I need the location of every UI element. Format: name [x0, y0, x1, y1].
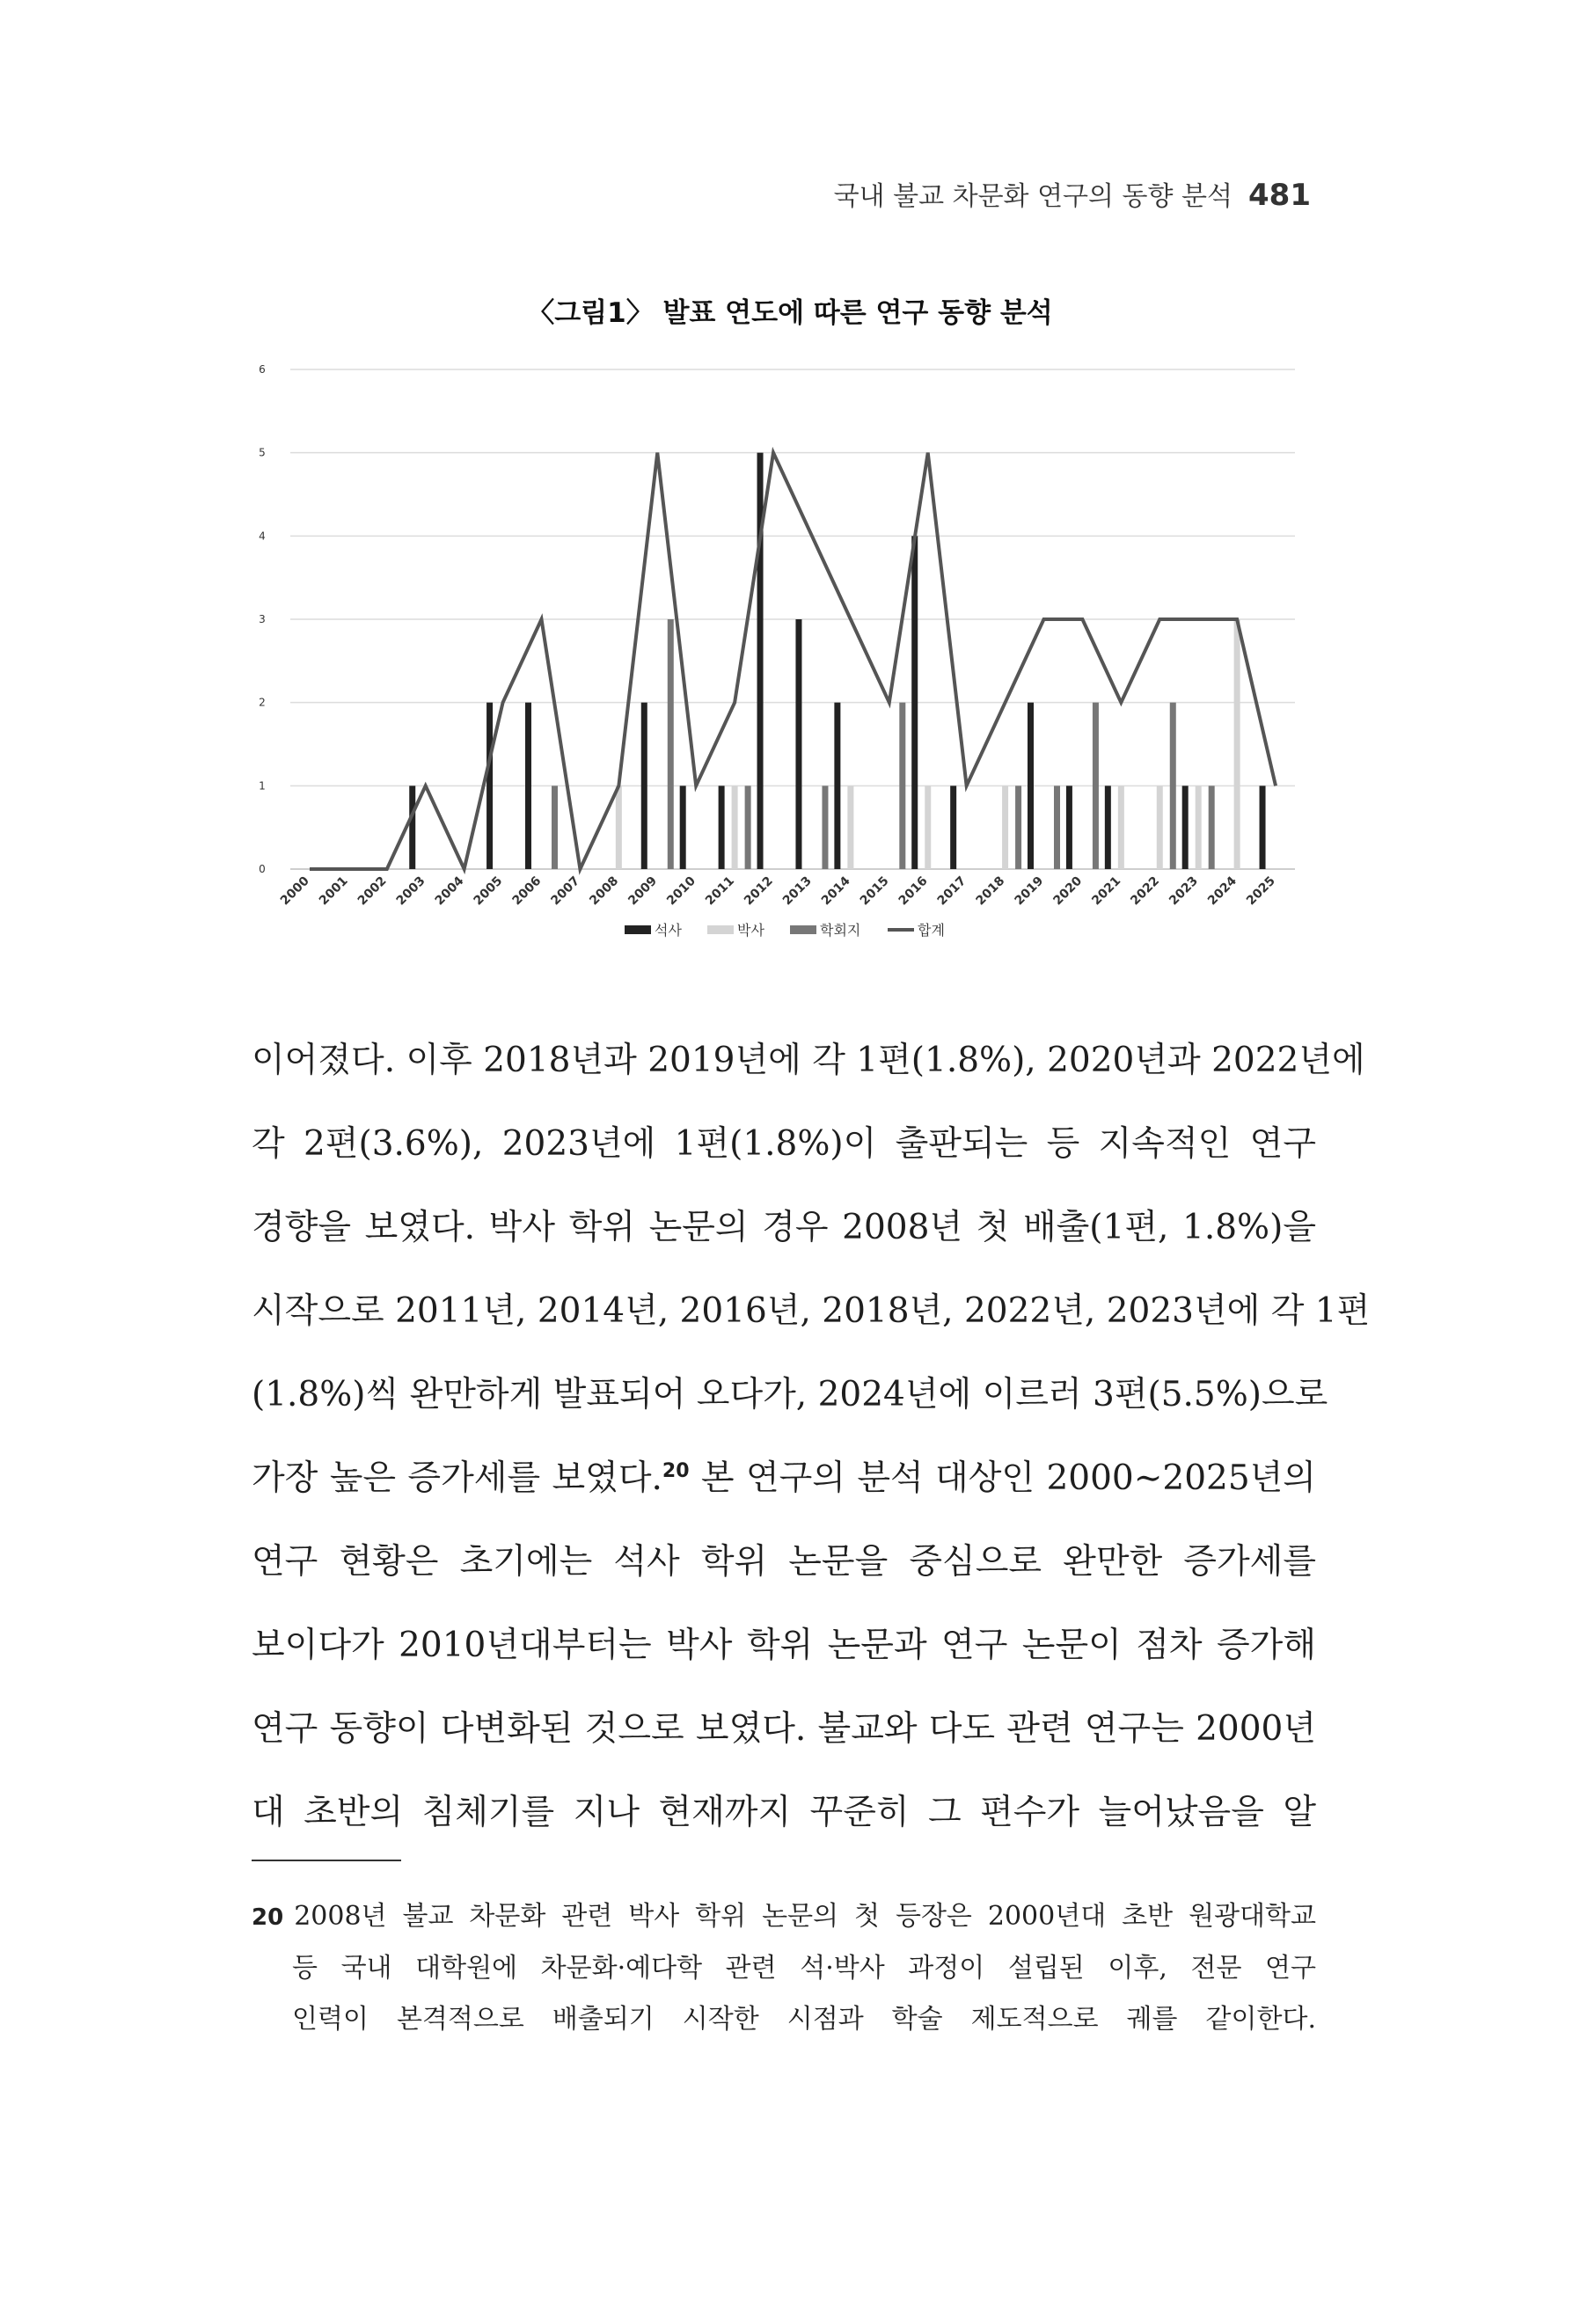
x-tick-label: 2020 — [1050, 873, 1086, 909]
footnote-text: 2008년 불교 차문화 관련 박사 학위 논문의 첫 등장은 2000년대 초반 원광대학교 — [294, 1901, 1316, 1932]
bar-석사 — [719, 786, 725, 869]
bar-석사 — [409, 786, 415, 869]
bar-박사 — [732, 786, 738, 869]
bar-학회지 — [668, 619, 674, 869]
bar-박사 — [925, 786, 931, 869]
body-line-with-footnote — [252, 1436, 1316, 1520]
body-line: 이어졌다. 이후 2018년과 2019년에 각 1편(1.8%), 2020년과 2022년에 — [252, 1041, 1365, 1080]
running-head — [834, 174, 1311, 213]
x-tick-label: 2011 — [703, 873, 737, 909]
x-tick-label: 2022 — [1128, 873, 1163, 909]
body-line: 시작으로 2011년, 2014년, 2016년, 2018년, 2022년, 2023년에 각 1편 — [252, 1291, 1371, 1331]
y-tick-label: 3 — [259, 613, 266, 625]
bar-line-chart — [238, 352, 1328, 959]
bar-석사 — [525, 703, 531, 869]
body-paragraph — [252, 1019, 1371, 1854]
x-tick-label: 2000 — [277, 873, 312, 909]
x-tick-label: 2001 — [316, 873, 351, 909]
x-tick-label: 2004 — [432, 873, 467, 909]
legend-swatch — [790, 925, 816, 934]
x-tick-label: 2012 — [741, 873, 776, 909]
footnote-line: 인력이 본격적으로 배출되기 시작한 시점과 학술 제도적으로 궤를 같이한다. — [292, 2004, 1316, 2035]
y-tick-label: 1 — [259, 779, 266, 793]
y-tick-label: 2 — [259, 696, 266, 709]
bar-석사 — [950, 786, 956, 869]
bar-학회지 — [552, 786, 558, 869]
bar-석사 — [1260, 786, 1266, 869]
running-head-title: 국내 불교 차문화 연구의 동향 분석 — [833, 181, 1233, 212]
x-tick-label: 2008 — [587, 873, 622, 909]
x-tick-label: 2017 — [934, 873, 969, 909]
body-line: 보이다가 2010년대부터는 박사 학위 논문과 연구 논문이 점차 증가해 — [252, 1626, 1316, 1665]
bar-학회지 — [822, 786, 828, 869]
bar-석사 — [1066, 786, 1072, 869]
bar-학회지 — [1209, 786, 1215, 869]
line-series-합계 — [310, 453, 1276, 869]
body-text-segment: 본 연구의 분석 대상인 2000∼2025년의 — [689, 1458, 1316, 1498]
footnote-divider — [252, 1860, 401, 1861]
x-tick-label: 2007 — [548, 873, 583, 909]
legend-label: 합계 — [918, 922, 945, 939]
footnote-line — [252, 1891, 1316, 1943]
bar-박사 — [616, 786, 622, 869]
x-tick-label: 2005 — [471, 873, 506, 909]
page-number: 481 — [1248, 178, 1311, 213]
body-line: 경향을 보였다. 박사 학위 논문의 경우 2008년 첫 배출(1편, 1.8%)을 — [252, 1208, 1316, 1247]
x-tick-label: 2003 — [393, 873, 428, 909]
x-tick-label: 2018 — [973, 873, 1008, 909]
bar-박사 — [847, 786, 853, 869]
bar-석사 — [795, 619, 801, 869]
figure-caption: 〈그림1〉 발표 연도에 따른 연구 동향 분석 — [527, 297, 1053, 329]
x-tick-label: 2009 — [625, 873, 661, 909]
x-tick-label: 2024 — [1205, 873, 1240, 909]
bar-학회지 — [745, 786, 751, 869]
legend-swatch — [625, 925, 651, 934]
legend-label: 박사 — [737, 922, 764, 939]
bar-석사 — [1028, 703, 1034, 869]
bar-석사 — [1105, 786, 1111, 869]
bar-석사 — [834, 703, 840, 869]
body-line: (1.8%)씩 완만하게 발표되어 오다가, 2024년에 이르러 3편(5.5%)으로 — [252, 1375, 1328, 1414]
legend-label: 학회지 — [820, 922, 861, 939]
bar-학회지 — [1093, 703, 1099, 869]
bar-학회지 — [1015, 786, 1021, 869]
y-tick-label: 5 — [259, 446, 266, 459]
body-line: 연구 동향이 다변화된 것으로 보였다. 불교와 다도 관련 연구는 2000년 — [252, 1709, 1316, 1749]
bar-학회지 — [899, 703, 905, 869]
x-tick-label: 2023 — [1167, 873, 1202, 909]
body-line: 대 초반의 침체기를 지나 현재까지 꾸준히 그 편수가 늘어났음을 알 — [252, 1793, 1316, 1832]
bar-석사 — [680, 786, 686, 869]
footnote-number: 20 — [252, 1904, 284, 1931]
x-tick-label: 2016 — [896, 873, 931, 909]
bar-박사 — [1234, 619, 1240, 869]
bar-석사 — [1182, 786, 1189, 869]
x-tick-label: 2013 — [779, 873, 815, 909]
body-text-segment: 가장 높은 증가세를 보였다. — [252, 1458, 662, 1498]
bar-석사 — [641, 703, 647, 869]
legend-label: 석사 — [655, 922, 682, 939]
x-tick-label: 2010 — [664, 873, 699, 909]
x-tick-label: 2021 — [1089, 873, 1124, 909]
y-tick-label: 4 — [259, 530, 266, 543]
bar-박사 — [1157, 786, 1163, 869]
y-tick-label: 0 — [259, 863, 266, 875]
bar-박사 — [1118, 786, 1124, 869]
x-tick-label: 2015 — [857, 873, 892, 909]
x-tick-label: 2006 — [509, 873, 545, 909]
y-tick-label: 6 — [259, 363, 266, 376]
bar-학회지 — [1170, 703, 1176, 869]
x-tick-label: 2025 — [1243, 873, 1278, 909]
footnote-line: 등 국내 대학원에 차문화·예다학 관련 석·박사 과정이 설립된 이후, 전문 연구 — [292, 1953, 1316, 1984]
bar-학회지 — [1054, 786, 1060, 869]
x-tick-label: 2002 — [355, 873, 390, 909]
bar-석사 — [486, 703, 493, 869]
bar-박사 — [1196, 786, 1202, 869]
footnote — [252, 1891, 1316, 2045]
bar-박사 — [1002, 786, 1008, 869]
legend-swatch — [707, 925, 734, 934]
body-line: 각 2편(3.6%), 2023년에 1편(1.8%)이 출판되는 등 지속적인 연구 — [252, 1124, 1316, 1164]
body-line: 연구 현황은 초기에는 석사 학위 논문을 중심으로 완만한 증가세를 — [252, 1542, 1316, 1582]
x-tick-label: 2014 — [818, 873, 853, 909]
footnote-reference[interactable]: 20 — [662, 1460, 690, 1482]
x-tick-label: 2019 — [1012, 873, 1047, 909]
bar-석사 — [911, 536, 918, 869]
